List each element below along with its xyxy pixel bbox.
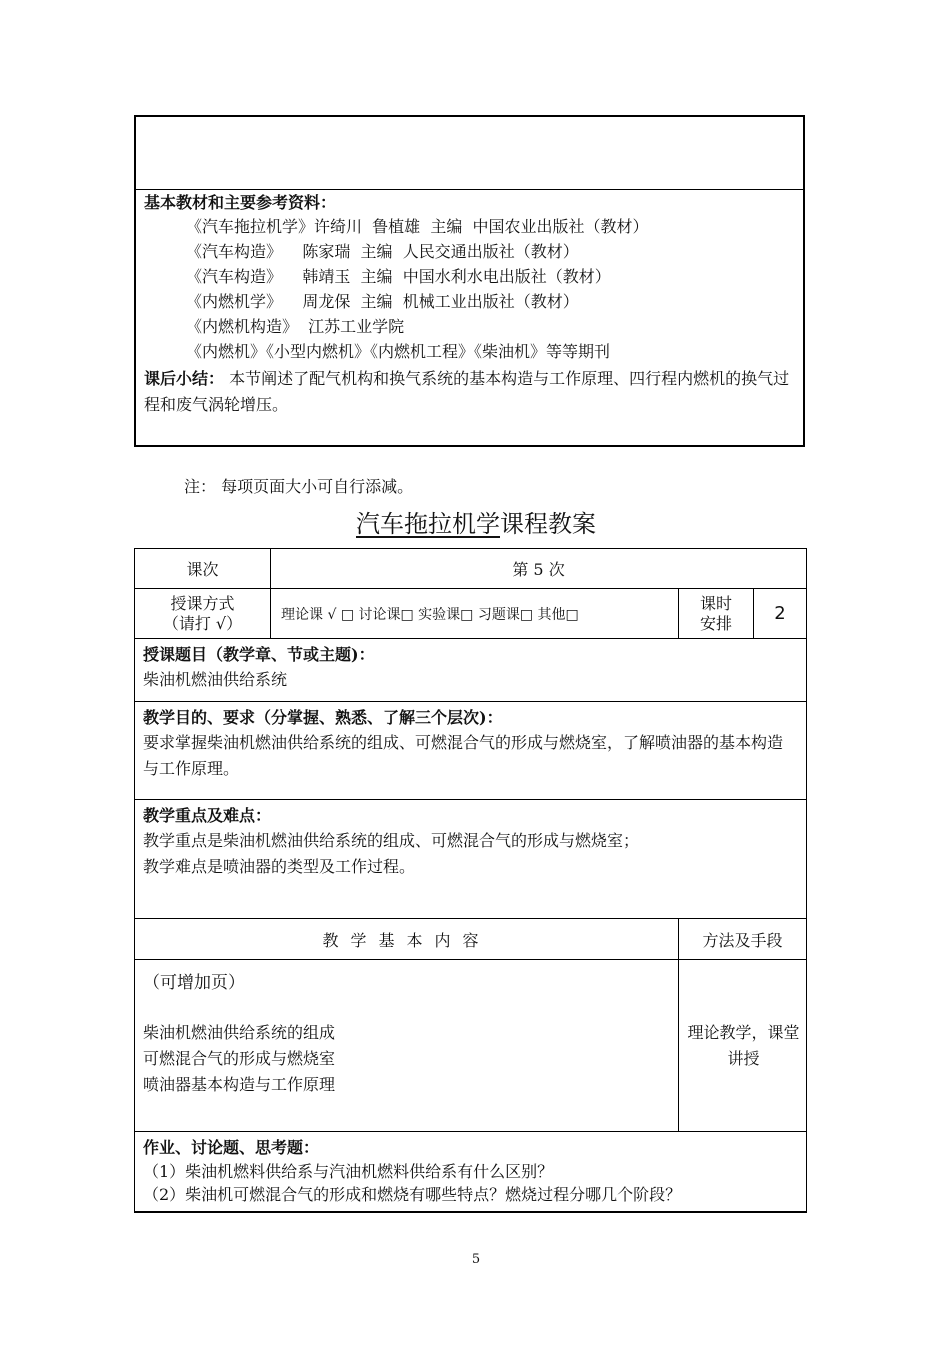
homework-item: （1）柴油机燃料供给系与汽油机燃料供给系有什么区别？ xyxy=(143,1162,554,1181)
homework-cell xyxy=(135,1132,807,1212)
title-course: 汽车拖拉机学 xyxy=(356,510,500,538)
summary xyxy=(136,364,803,418)
key-heading: 教学重点及难点： xyxy=(143,806,272,825)
summary-text: 本节阐述了配气机构和换气系统的基本构造与工作原理、四行程内燃机的换气过程和废气涡轮增压。 xyxy=(144,369,790,414)
reference-item: 《汽车构造》 韩靖玉 主编 中国水利水电出版社（教材） xyxy=(186,267,611,286)
session-value: 第 5 次 xyxy=(271,549,807,589)
key-point-text: 教学重点是柴油机燃油供给系统的组成、可燃混合气的形成与燃烧室； xyxy=(143,831,640,850)
homework-heading: 作业、讨论题、思考题： xyxy=(143,1138,320,1157)
key-cell xyxy=(135,800,807,919)
page-number: 5 xyxy=(471,1252,481,1267)
difficult-point-text: 教学难点是喷油器的类型及工作过程。 xyxy=(143,857,416,876)
content-item: 喷油器基本构造与工作原理 xyxy=(143,1075,336,1094)
references-list xyxy=(136,214,803,364)
mode-label-line: （请打 √） xyxy=(162,613,243,633)
blank-row xyxy=(136,117,803,190)
mode-label xyxy=(135,589,271,639)
topic-cell xyxy=(135,639,807,702)
goal-cell xyxy=(135,702,807,800)
homework-item: （2）柴油机可燃混合气的形成和燃烧有哪些特点？燃烧过程分哪几个阶段？ xyxy=(143,1185,682,1204)
summary-label: 课后小结： xyxy=(144,369,225,388)
goal-text: 要求掌握柴油机燃油供给系统的组成、可燃混合气的形成与燃烧室，了解喷油器的基本构造与工作原理。 xyxy=(143,733,784,778)
reference-item: 《汽车构造》 陈家瑞 主编 人民交通出版社（教材） xyxy=(186,242,579,261)
hours-label-line: 课时 xyxy=(699,593,732,613)
reference-item: 《内燃机》《小型内燃机》《内燃机工程》《柴油机》等等期刊 xyxy=(186,342,611,361)
goal-heading: 教学目的、要求（分掌握、熟悉、了解三个层次)： xyxy=(143,708,503,727)
method-header: 方法及手段 xyxy=(679,919,807,960)
page-note: 注： 每项页面大小可自行添减。 xyxy=(184,477,414,496)
content-header: 教学基本内容 xyxy=(135,919,679,960)
mode-options: 理论课 √ □ 讨论课□ 实验课□ 习题课□ 其他□ xyxy=(271,589,679,639)
content-item: 可燃混合气的形成与燃烧室 xyxy=(143,1049,336,1068)
title-rest: 课程教案 xyxy=(500,510,596,538)
page-title xyxy=(0,508,952,540)
content-cell xyxy=(135,960,679,1132)
hours-label xyxy=(679,589,754,639)
method-cell xyxy=(679,960,807,1132)
hours-value: 2 xyxy=(754,589,807,639)
previous-lesson-box xyxy=(134,115,805,447)
mode-label-line: 授课方式 xyxy=(170,593,235,613)
method-text: 理论教学，课堂讲授 xyxy=(687,1023,800,1068)
topic-text: 柴油机燃油供给系统 xyxy=(143,670,288,689)
session-label: 课次 xyxy=(135,549,271,589)
content-note: （可增加页） xyxy=(143,973,245,993)
reference-item: 《内燃机构造》 江苏工业学院 xyxy=(186,317,405,336)
hours-label-line: 安排 xyxy=(699,613,732,633)
reference-item: 《汽车拖拉机学》许绮川 鲁植雄 主编 中国农业出版社（教材） xyxy=(186,217,649,236)
content-item: 柴油机燃油供给系统的组成 xyxy=(143,1023,336,1042)
topic-heading: 授课题目（教学章、节或主题)： xyxy=(143,645,375,664)
references-heading: 基本教材和主要参考资料： xyxy=(144,193,337,212)
reference-item: 《内燃机学》 周龙保 主编 机械工业出版社（教材） xyxy=(186,292,579,311)
lesson-plan-table xyxy=(134,548,807,1213)
